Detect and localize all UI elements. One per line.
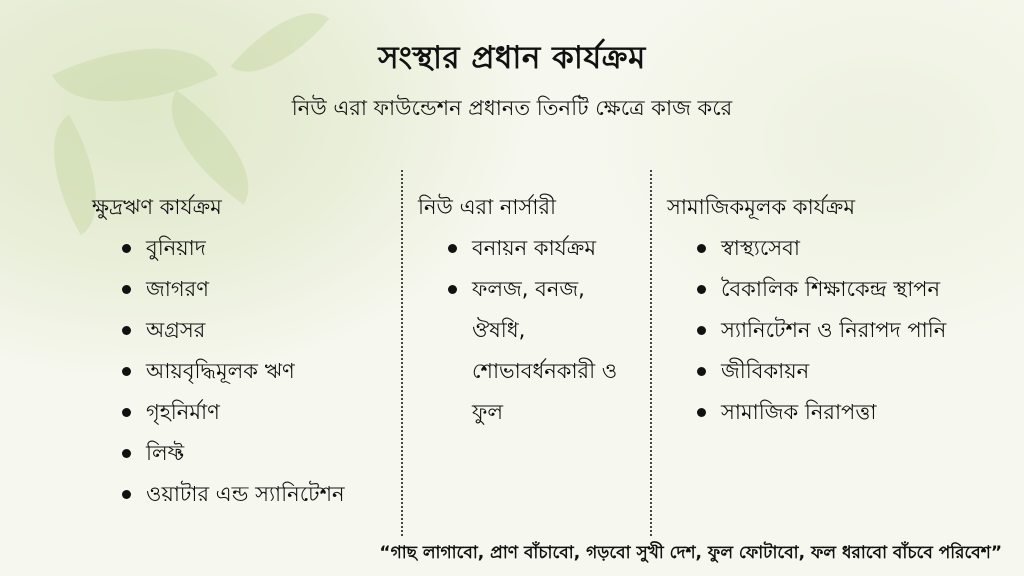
list-item-label: লিফ্ট <box>146 441 185 465</box>
list-item-label: ওয়াটার এন্ড স্যানিটেশন <box>146 482 345 506</box>
column-heading: সামাজিকমূলক কার্যক্রম <box>667 195 855 219</box>
list-item <box>92 228 392 269</box>
list-item-label: জীবিকায়ন <box>721 359 810 383</box>
list-item-line: শোভাবর্ধনকারী ও <box>472 359 618 383</box>
column-microcredit <box>92 192 392 515</box>
page-subtitle: নিউ এরা ফাউন্ডেশন প্রধানত তিনটি ক্ষেত্রে কাজ করে <box>291 96 733 120</box>
list-item <box>92 433 392 474</box>
bullet-icon <box>697 408 706 417</box>
bullet-icon <box>122 449 131 458</box>
list-item <box>667 310 997 351</box>
list-item-line: ফুল <box>472 400 503 424</box>
column-nursery <box>418 192 638 433</box>
list-item <box>418 228 638 269</box>
list-item-label: স্বাস্থ্যসেবা <box>721 236 800 260</box>
list-item-line: ফলজ, বনজ, <box>472 277 585 301</box>
list-item <box>92 269 392 310</box>
bullet-icon <box>122 244 131 253</box>
column-social <box>667 192 997 433</box>
bullet-icon <box>697 244 706 253</box>
list-item-line: ঔষধি, <box>472 318 526 342</box>
list-item-label: স্যানিটেশন ও নিরাপদ পানি <box>721 318 947 342</box>
item-list <box>418 228 638 433</box>
list-item-label: গৃহনির্মাণ <box>146 400 220 424</box>
list-item-label: বনায়ন কার্যক্রম <box>472 236 596 260</box>
list-item-label: জাগরণ <box>146 277 209 301</box>
bullet-icon <box>697 285 706 294</box>
list-item <box>667 228 997 269</box>
bullet-icon <box>122 285 131 294</box>
bullet-icon <box>448 285 457 294</box>
column-divider <box>401 170 403 536</box>
bullet-icon <box>122 490 131 499</box>
bullet-icon <box>448 244 457 253</box>
bullet-icon <box>122 408 131 417</box>
page-title: সংস্থার প্রধান কার্যক্রম <box>378 40 646 76</box>
list-item <box>92 351 392 392</box>
list-item <box>667 392 997 433</box>
list-item-label: সামাজিক নিরাপত্তা <box>721 400 877 424</box>
list-item-label: আয়বৃদ্ধিমূলক ঋণ <box>146 359 295 383</box>
list-item <box>418 269 638 433</box>
list-item <box>667 351 997 392</box>
bullet-icon <box>697 367 706 376</box>
list-item-label: অগ্রসর <box>146 318 206 342</box>
list-item <box>92 392 392 433</box>
list-item <box>667 269 997 310</box>
column-heading: ক্ষুদ্রঋণ কার্যক্রম <box>92 195 222 219</box>
column-divider <box>650 170 652 536</box>
bullet-icon <box>122 326 131 335</box>
item-list <box>667 228 997 433</box>
bullet-icon <box>122 367 131 376</box>
bullet-icon <box>697 326 706 335</box>
footer-quote: “গাছ লাগাবো, প্রাণ বাঁচাবো, গড়বো সুখী দেশ, ফুল ফোটাবো, ফল ধরাবো বাঁচবে পরিবেশ” <box>379 543 1002 563</box>
list-item <box>92 310 392 351</box>
list-item <box>92 474 392 515</box>
item-list <box>92 228 392 515</box>
list-item-label: বুনিয়াদ <box>146 236 206 260</box>
column-heading: নিউ এরা নার্সারী <box>418 195 557 219</box>
list-item-label: বৈকালিক শিক্ষাকেন্দ্র স্থাপন <box>721 277 941 301</box>
